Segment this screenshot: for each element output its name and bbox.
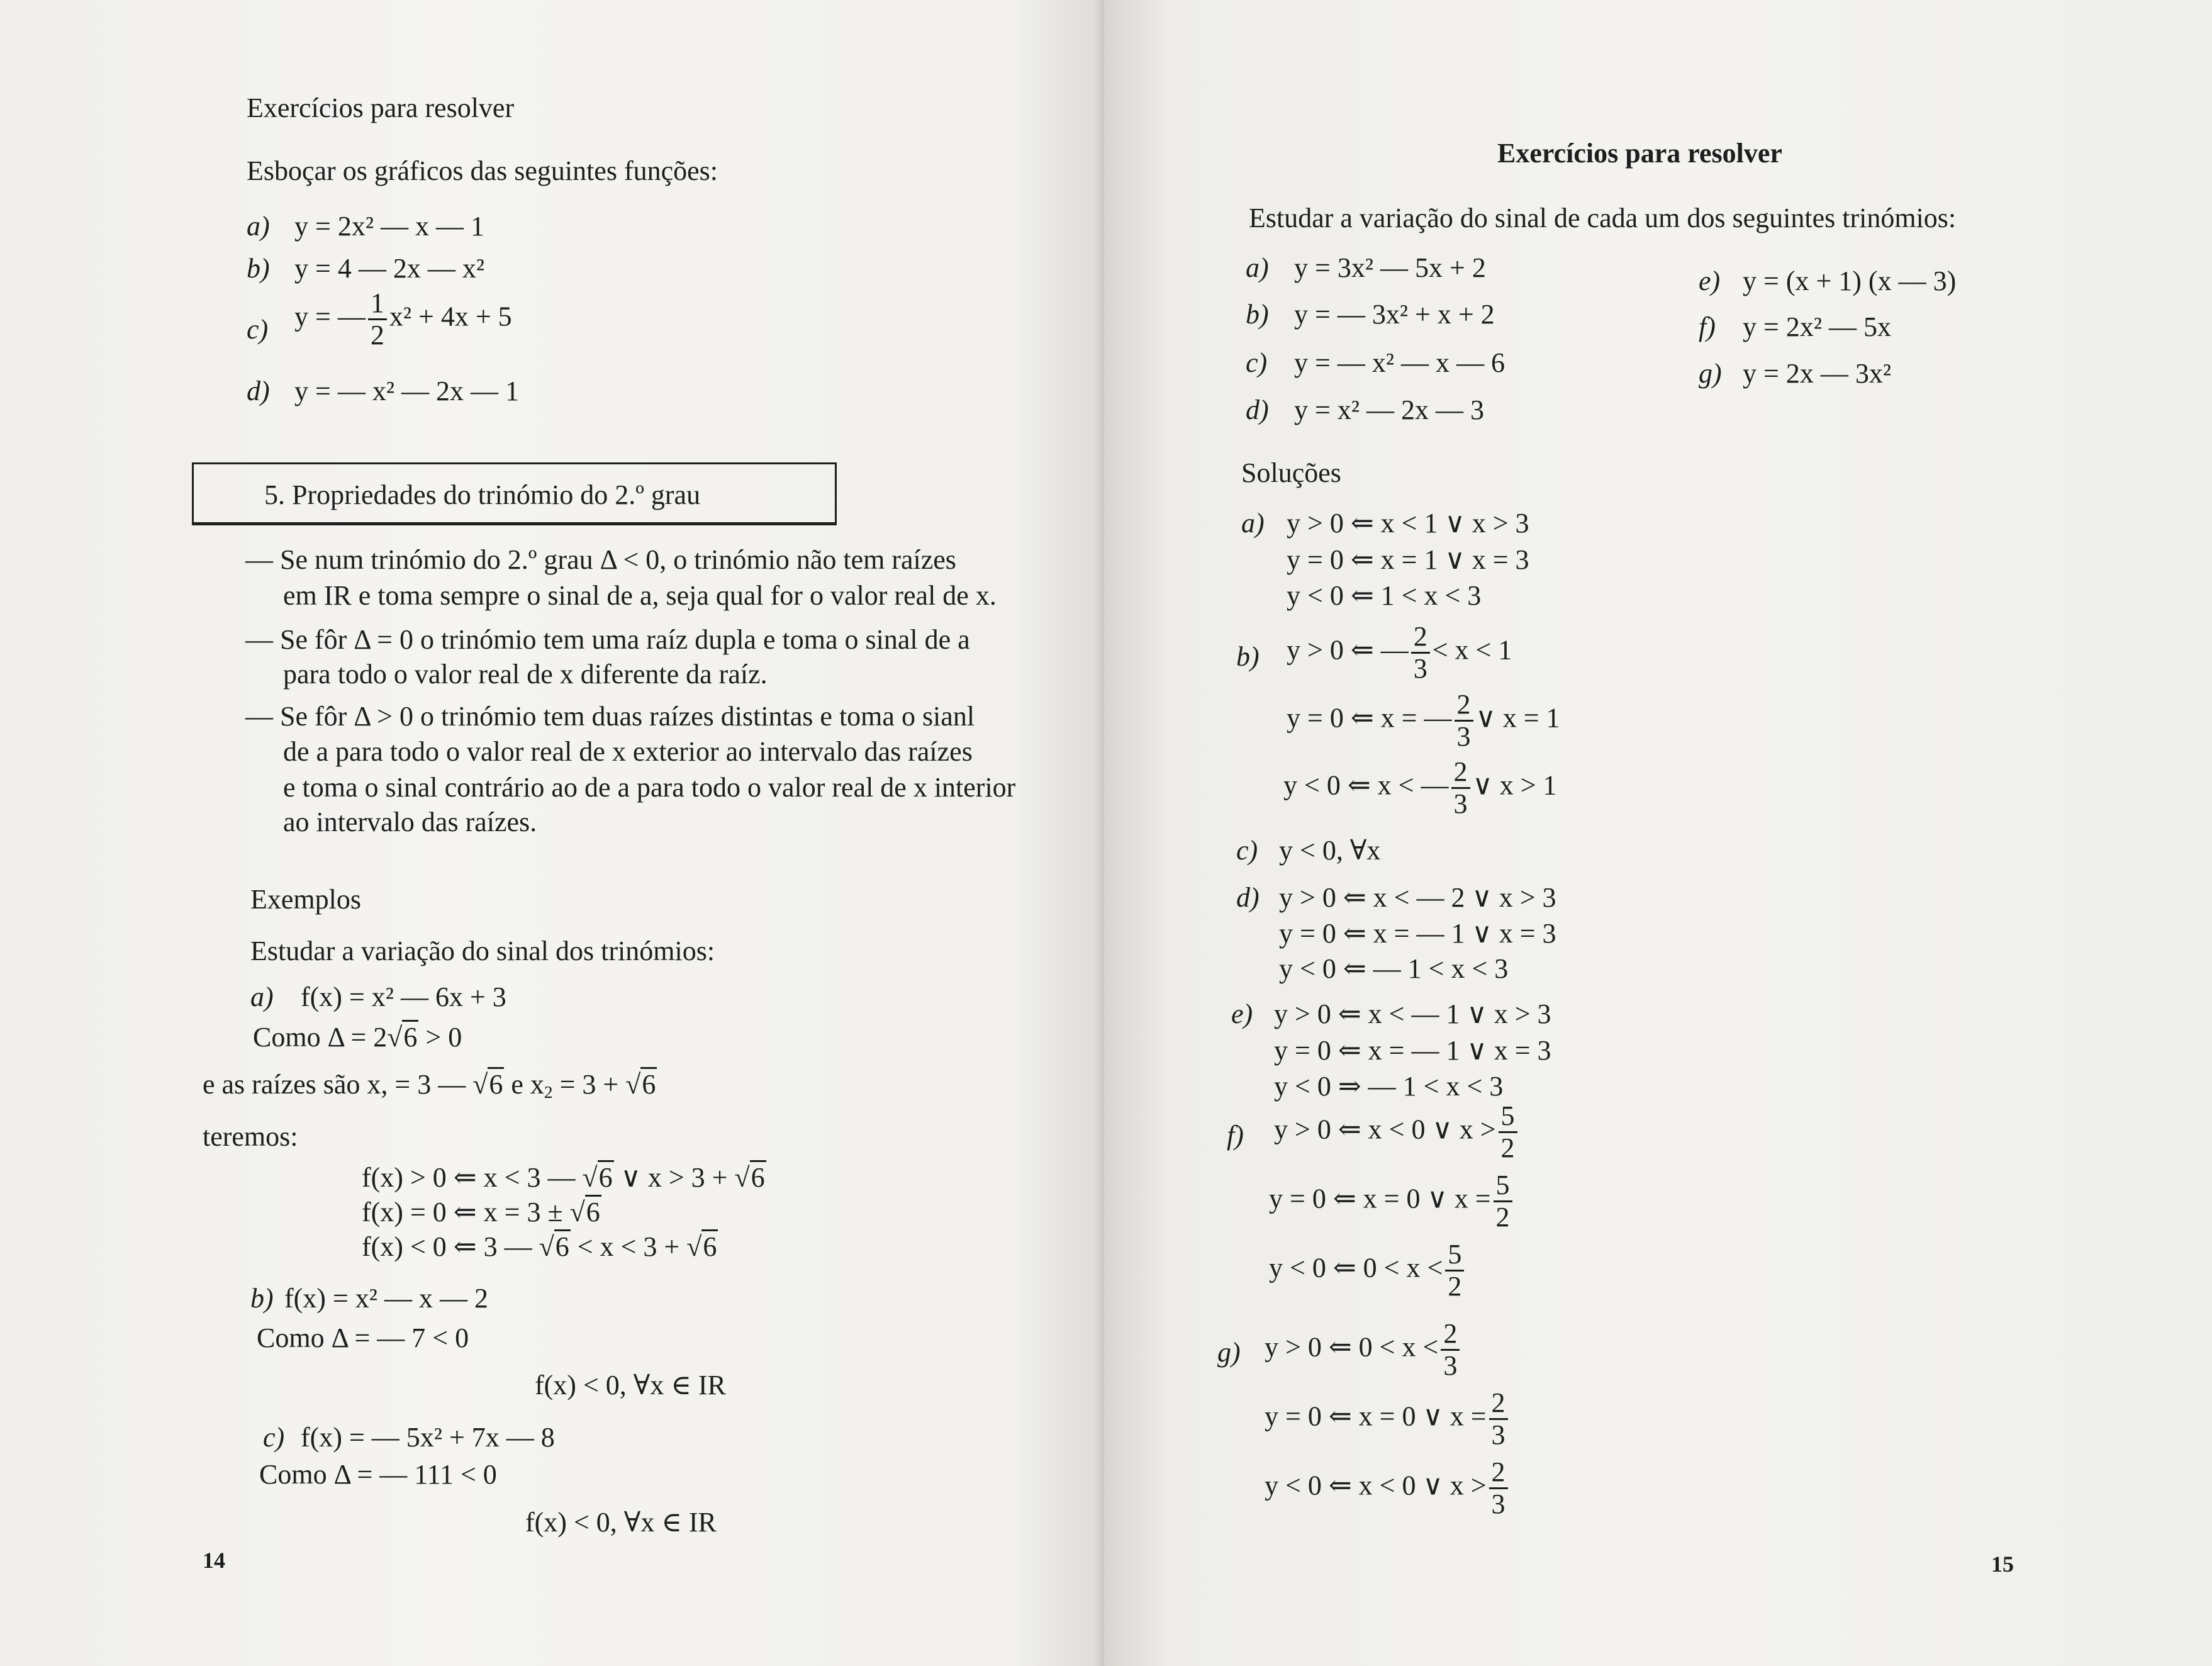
sol-e-l1: y > 0 ⇐ x < — 1 ∨ x > 3	[1274, 998, 1551, 1029]
exA-como: Como Δ = 2√6 > 0	[253, 1024, 462, 1051]
ex-d-text: y = — x² — 2x — 1	[294, 376, 520, 406]
right-heading: Exercícios para resolver	[1497, 138, 1782, 169]
rex-e-label: e)	[1699, 266, 1721, 296]
exA-r3: f(x) < 0 ⇐ 3 — √6 < x < 3 + √6	[362, 1233, 718, 1261]
ex-d-label: d)	[247, 376, 270, 406]
right-intro: Estudar a variação do sinal de cada um dos seguintes trinómios:	[1249, 203, 1957, 233]
exA-f: f(x) = x² — 6x + 3	[301, 981, 506, 1012]
prop-line-6: de a para todo o valor real de x exterior ao intervalo das raízes	[283, 736, 973, 767]
sol-g-label: g)	[1217, 1337, 1241, 1368]
sol-a-l2: y = 0 ⇐ x = 1 ∨ x = 3	[1287, 544, 1529, 575]
rex-e-text: y = (x + 1) (x — 3)	[1743, 266, 1957, 296]
prop-line-2: em IR e toma sempre o sinal de a, seja qual for o valor real de x.	[283, 580, 997, 611]
prop-line-4: para todo o valor real de x diferente da raíz.	[283, 659, 768, 690]
page-number-right: 15	[1991, 1551, 2014, 1577]
rex-b-label: b)	[1246, 299, 1269, 330]
exA-label: a)	[250, 981, 274, 1012]
section-title: 5. Propriedades do trinómio do 2.º grau	[264, 479, 701, 510]
rex-f-label: f)	[1699, 311, 1716, 342]
rex-b-text: y = — 3x² + x + 2	[1294, 299, 1495, 330]
prop-line-3: — Se fôr Δ = 0 o trinómio tem uma raíz dupla e toma o sinal de a	[245, 624, 970, 655]
prop-line-8: ao intervalo das raízes.	[283, 807, 537, 837]
exB-label: b)	[250, 1283, 274, 1314]
sol-a-l3: y < 0 ⇐ 1 < x < 3	[1287, 580, 1482, 611]
ex-b-text: y = 4 — 2x — x²	[294, 253, 485, 284]
left-intro: Esboçar os gráficos das seguintes funções:	[247, 155, 718, 186]
exA-teremos: teremos:	[203, 1121, 298, 1152]
sol-b-l3: y < 0 ⇐ x < — $\frac{2}{3}$ ∨ x > 1	[1283, 756, 1557, 819]
solutions-heading: Soluções	[1241, 457, 1341, 488]
sol-c-label: c)	[1236, 835, 1258, 866]
ex-c-formula: y = — $\frac{1}{2}$ x² + 4x + 5	[294, 288, 512, 350]
exA-roots: e as raízes são x, = 3 — √6 e $x_2 = 3 + √6$	[203, 1071, 657, 1099]
rex-g-label: g)	[1699, 358, 1722, 389]
sol-b-label: b)	[1236, 641, 1260, 672]
rex-g-text: y = 2x — 3x²	[1743, 358, 1892, 389]
rex-c-text: y = — x² — x — 6	[1294, 347, 1505, 378]
exB-como: Como Δ = — 7 < 0	[257, 1322, 469, 1353]
sol-g-l3: y < 0 ⇐ x < 0 ∨ x > $\frac{2}{3}$	[1265, 1458, 1511, 1518]
exC-f: f(x) = — 5x² + 7x — 8	[301, 1422, 555, 1453]
sol-f-l3: y < 0 ⇐ 0 < x < $\frac{5}{2}$	[1269, 1241, 1466, 1300]
sol-c-l1: y < 0, ∀x	[1279, 835, 1381, 866]
rex-a-text: y = 3x² — 5x + 2	[1294, 252, 1486, 283]
exC-result: f(x) < 0, ∀x ∈ IR	[525, 1507, 717, 1538]
prop-line-1: — Se num trinómio do 2.º grau Δ < 0, o trinómio não tem raízes	[245, 544, 956, 575]
exC-como: Como Δ = — 111 < 0	[259, 1459, 497, 1490]
sol-a-label: a)	[1241, 508, 1265, 539]
sol-d-l1: y > 0 ⇐ x < — 2 ∨ x > 3	[1279, 882, 1556, 913]
ex-a-text: y = 2x² — x — 1	[294, 211, 485, 242]
examples-intro: Estudar a variação do sinal dos trinómios:	[250, 936, 715, 966]
right-page	[1104, 0, 2212, 1666]
sol-f-l1: y > 0 ⇐ x < 0 ∨ x > $\frac{5}{2}$	[1274, 1102, 1520, 1162]
sol-g-l1: y > 0 ⇐ 0 < x < $\frac{2}{3}$	[1265, 1320, 1462, 1380]
exB-f: f(x) = x² — x — 2	[284, 1283, 488, 1314]
left-page	[0, 0, 1104, 1666]
rex-d-text: y = x² — 2x — 3	[1294, 394, 1485, 425]
prop-line-7: e toma o sinal contrário ao de a para todo o valor real de x interior	[283, 772, 1016, 803]
prop-line-5: — Se fôr Δ > 0 o trinómio tem duas raízes distintas e toma o sianl	[245, 701, 975, 732]
ex-b-label: b)	[247, 253, 270, 284]
sol-f-label: f)	[1227, 1120, 1244, 1151]
sol-a-l1: y > 0 ⇐ x < 1 ∨ x > 3	[1287, 508, 1529, 539]
exC-label: c)	[263, 1422, 285, 1453]
exB-result: f(x) < 0, ∀x ∈ IR	[535, 1370, 726, 1400]
rex-d-label: d)	[1246, 394, 1269, 425]
rex-f-text: y = 2x² — 5x	[1743, 311, 1892, 342]
sol-b-l2: y = 0 ⇐ x = — $\frac{2}{3}$ ∨ x = 1	[1287, 689, 1560, 752]
rex-a-label: a)	[1246, 252, 1269, 283]
sol-d-label: d)	[1236, 882, 1260, 913]
exA-r1: f(x) > 0 ⇐ x < 3 — √6 ∨ x > 3 + √6	[362, 1164, 766, 1192]
sol-g-l2: y = 0 ⇐ x = 0 ∨ x = $\frac{2}{3}$	[1265, 1389, 1511, 1449]
examples-heading: Exemplos	[250, 884, 361, 915]
sol-b-l1: y > 0 ⇐ — $\frac{2}{3}$ < x < 1	[1287, 621, 1512, 684]
exA-r2: f(x) = 0 ⇐ x = 3 ± √6	[362, 1199, 601, 1226]
sol-e-l2: y = 0 ⇐ x = — 1 ∨ x = 3	[1274, 1035, 1551, 1066]
ex-c-label: c)	[247, 314, 269, 345]
left-heading: Exercícios para resolver	[247, 92, 515, 123]
sol-d-l2: y = 0 ⇐ x = — 1 ∨ x = 3	[1279, 918, 1556, 949]
sol-e-l3: y < 0 ⇒ — 1 < x < 3	[1274, 1071, 1504, 1102]
sol-d-l3: y < 0 ⇐ — 1 < x < 3	[1279, 953, 1509, 984]
page-number-left: 14	[203, 1548, 225, 1573]
sol-f-l2: y = 0 ⇐ x = 0 ∨ x = $\frac{5}{2}$	[1269, 1171, 1515, 1231]
ex-a-label: a)	[247, 211, 270, 242]
rex-c-label: c)	[1246, 347, 1268, 378]
sol-e-label: e)	[1231, 998, 1253, 1029]
